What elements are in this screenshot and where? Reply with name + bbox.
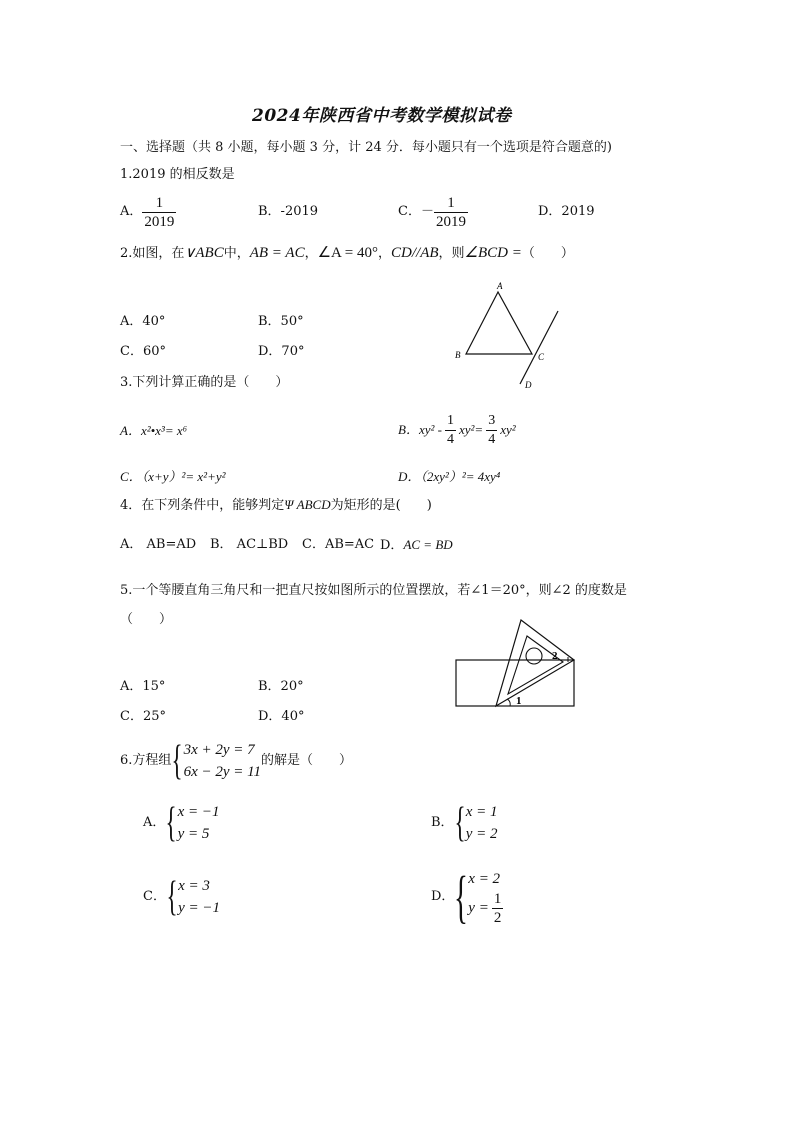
q3-b-mid: xy²= xyxy=(458,422,484,437)
q5-triangle-hole xyxy=(526,648,542,664)
q2-mid1: 中， xyxy=(223,246,250,261)
q6-stem xyxy=(120,738,352,784)
q6-d-fraction xyxy=(492,890,504,927)
q3-stem: 3.下列计算正确的是（ ） xyxy=(120,375,289,390)
q6-b-row2: y = 2 xyxy=(465,826,498,842)
q2-cond2: ∠A = 40° xyxy=(317,245,379,261)
q6-a-row2: y = 5 xyxy=(177,826,210,842)
q1-c-numerator: 1 xyxy=(434,194,468,213)
q2-label-c: C xyxy=(538,352,545,362)
q6-c-row1: x = 3 xyxy=(178,878,210,894)
q6-b-system xyxy=(466,801,498,845)
q6-option-a[interactable] xyxy=(143,800,219,846)
q2-option-c[interactable]: C．60° xyxy=(120,344,166,359)
q6-d-label: D． xyxy=(431,889,455,904)
q2-option-d[interactable]: D．70° xyxy=(258,344,305,359)
q6-stem-pre: 6.方程组 xyxy=(120,753,172,768)
q2-option-b[interactable]: B．50° xyxy=(258,314,304,329)
q6-c-system xyxy=(178,875,220,919)
q6-eq1: 3x + 2y = 7 xyxy=(183,742,255,758)
q2-triangle: ∨ABC xyxy=(184,245,224,261)
q2-paren: （ ） xyxy=(521,246,574,261)
q4-option-a[interactable]: A． AB=AD xyxy=(120,537,197,552)
q6-a-brace: { xyxy=(165,800,178,846)
q6-d-row1: x = 2 xyxy=(468,870,501,887)
q6-d-row2-pre: y = xyxy=(468,900,489,916)
q5-ruler xyxy=(456,660,574,706)
q4-d-math: AC = BD xyxy=(403,537,453,552)
q6-a-row1: x = −1 xyxy=(177,804,220,820)
q3-b-post: xy² xyxy=(500,422,516,437)
q5-option-c[interactable]: C．25° xyxy=(120,709,166,724)
q2-cond3: CD//AB xyxy=(391,245,439,261)
q6-d-numerator: 1 xyxy=(493,890,502,907)
section-heading: 一、选择题（共 8 小题，每小题 3 分，计 24 分．每小题只有一个选项是符合题意的) xyxy=(120,140,612,155)
q6-b-brace: { xyxy=(454,800,466,846)
q3-d-text: D．（2xy²）²= 4xy⁴ xyxy=(398,469,501,484)
q2-label-d: D xyxy=(525,380,532,390)
q6-stem-post: 的解是（ ） xyxy=(261,753,353,768)
q2-cond1: AB = AC xyxy=(249,245,305,261)
q4-d-label: D． xyxy=(380,538,404,553)
q2-sep1: ， xyxy=(304,246,318,261)
q6-option-d[interactable] xyxy=(431,866,503,928)
q3-b-num1: 1 xyxy=(445,412,456,431)
q3-a-text: A．x²•x³= x⁶ xyxy=(120,423,188,438)
q6-d-row2 xyxy=(468,890,503,927)
q5-option-b[interactable]: B．20° xyxy=(258,679,304,694)
q5-label-1: 1 xyxy=(516,695,522,707)
q1-option-b[interactable]: B．-2019 xyxy=(258,204,319,219)
q1-c-label: C．－ xyxy=(398,204,434,219)
q2-sep2: ， xyxy=(378,246,392,261)
q6-c-brace: { xyxy=(166,874,178,920)
q4-stem-pre: 4．在下列条件中，能够判定 xyxy=(120,498,285,513)
q5-inner-triangle xyxy=(508,636,563,694)
q6-d-system xyxy=(468,868,503,927)
q3-b-den1: 4 xyxy=(446,431,454,447)
q6-b-label: B． xyxy=(431,815,454,830)
q2-option-a[interactable]: A．40° xyxy=(120,314,166,329)
q5-stem-line1: 5.一个等腰直角三角尺和一把直尺按如图所示的位置摆放，若∠1＝20°，则∠2 的度数是 xyxy=(120,583,627,598)
q6-c-row2: y = −1 xyxy=(178,900,221,916)
q5-option-a[interactable]: A．15° xyxy=(120,679,166,694)
q6-c-label: C． xyxy=(143,889,166,904)
q6-system-brace: { xyxy=(171,738,184,784)
q6-a-label: A． xyxy=(143,815,166,830)
q6-d-brace: { xyxy=(454,864,469,929)
q3-b-num2: 3 xyxy=(486,412,497,431)
q1-option-d[interactable]: D．2019 xyxy=(538,204,595,219)
q6-b-row1: x = 1 xyxy=(465,804,498,820)
q2-label-b: B xyxy=(455,350,461,360)
q1-c-denominator: 2019 xyxy=(435,213,466,230)
q3-b-den2: 4 xyxy=(488,431,496,447)
q2-mid2: ，则 xyxy=(438,246,465,261)
q5-option-d[interactable]: D．40° xyxy=(258,709,305,724)
page-title: 2024年陕西省中考数学模拟试卷 xyxy=(252,106,512,126)
q2-ask: ∠BCD = xyxy=(464,245,522,261)
q6-option-b[interactable] xyxy=(431,800,498,846)
q6-option-c[interactable] xyxy=(143,874,220,920)
q5-angle1-mark xyxy=(507,699,510,706)
q5-stem-line2: （ ） xyxy=(120,612,173,627)
q1-a-label: A． xyxy=(120,204,143,219)
q2-label-a: A xyxy=(497,281,503,291)
q6-system xyxy=(184,739,261,783)
q1-a-numerator: 1 xyxy=(142,194,176,213)
q6-d-denominator: 2 xyxy=(493,909,502,926)
q6-eq2: 6x − 2y = 11 xyxy=(183,764,262,780)
q5-label-2: 2 xyxy=(552,650,558,662)
q4-stem-sym: Ψ ABCD xyxy=(284,497,331,512)
q4-option-c[interactable]: C．AB=AC xyxy=(302,537,375,552)
q1-a-denominator: 2019 xyxy=(144,213,175,230)
q1-stem: 1.2019 的相反数是 xyxy=(120,167,235,182)
q3-b-pre: B．xy² - xyxy=(398,422,442,437)
q2-stem-pre: 2.如图，在 xyxy=(120,246,185,261)
q4-option-b[interactable]: B． AC⊥BD xyxy=(210,537,289,552)
q3-c-text: C．（x+y）²= x²+y² xyxy=(120,469,226,484)
q6-a-system xyxy=(178,801,220,845)
q4-stem-post: 为矩形的是( ) xyxy=(330,498,432,513)
